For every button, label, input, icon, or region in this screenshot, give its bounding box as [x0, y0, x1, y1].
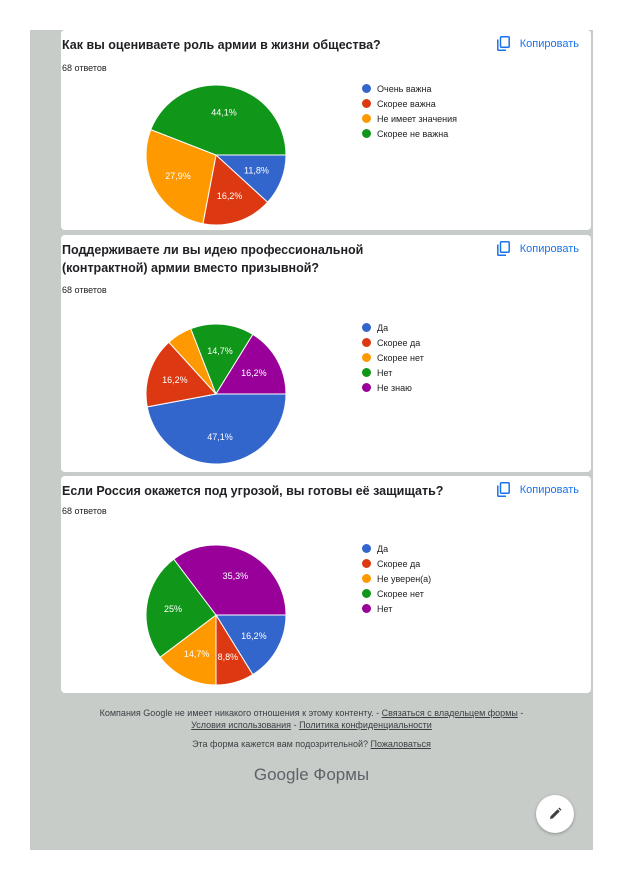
slice-label: 35,3%	[222, 571, 249, 582]
slice-label: 16,2%	[162, 375, 188, 386]
legend-swatch	[362, 84, 371, 93]
legend-item	[362, 365, 424, 380]
pie-slice	[147, 394, 286, 464]
disclaimer-text: Компания Google не имеет никакого отношения к этому контенту. -	[99, 708, 382, 718]
separator: -	[291, 720, 300, 730]
legend-item	[362, 126, 457, 141]
copy-button[interactable]	[497, 36, 579, 51]
contact-owner-link[interactable]: Связаться с владельцем формы	[381, 708, 518, 718]
legend-label: Скорее да	[377, 337, 421, 348]
legend-label: Очень важна	[377, 83, 432, 94]
slice-label: 27,9%	[165, 171, 191, 182]
question-card-2	[61, 235, 591, 472]
legend-item	[362, 350, 424, 365]
legend-item	[362, 586, 431, 601]
legend-item	[362, 320, 424, 335]
chart-legend	[362, 541, 431, 616]
pie-chart	[141, 319, 291, 469]
footer-disclaimer	[30, 707, 593, 731]
legend-swatch	[362, 574, 371, 583]
question-title: Поддерживаете ли вы идею профессиональной (контрактной) армии вместо призывной?	[62, 243, 364, 275]
legend-label: Нет	[377, 603, 393, 614]
legend-swatch	[362, 604, 371, 613]
question-title: Как вы оцениваете роль армии в жизни общества?	[62, 38, 381, 52]
footer-report	[30, 738, 593, 750]
legend-label: Скорее не важна	[377, 128, 449, 139]
legend-label: Скорее нет	[377, 352, 424, 363]
slice-label: 11,8%	[244, 165, 269, 176]
slice-label: 8,8%	[217, 651, 239, 662]
legend-swatch	[362, 544, 371, 553]
legend-item	[362, 556, 431, 571]
slice-label: 14,7%	[183, 648, 210, 659]
legend-item	[362, 111, 457, 126]
legend-item	[362, 335, 424, 350]
legend-label: Да	[377, 543, 389, 554]
slice-label: 16,2%	[241, 367, 267, 378]
legend-label: Не имеет значения	[377, 113, 458, 124]
legend-item	[362, 571, 431, 586]
copy-icon	[497, 36, 510, 51]
copy-button[interactable]	[497, 482, 579, 497]
privacy-link[interactable]: Политика конфиденциальности	[299, 720, 432, 730]
pencil-icon	[548, 807, 562, 821]
legend-swatch	[362, 383, 371, 392]
legend-item	[362, 541, 431, 556]
google-forms-logo[interactable]: Google Формы	[253, 765, 370, 784]
separator: -	[517, 708, 524, 718]
copy-label: Копировать	[519, 37, 579, 50]
legend-label: Не уверен(а)	[377, 573, 432, 584]
chart-legend	[362, 81, 457, 141]
report-link[interactable]: Пожаловаться	[370, 739, 431, 749]
legend-label: Нет	[377, 367, 393, 378]
suspicious-text: Эта форма кажется вам подозрительной?	[192, 739, 371, 749]
legend-label: Скорее важна	[377, 98, 436, 109]
legend-item	[362, 601, 431, 616]
response-count: 68 ответов	[62, 63, 107, 73]
legend-swatch	[362, 368, 371, 377]
chart-legend	[362, 320, 424, 395]
legend-swatch	[362, 114, 371, 123]
edit-button[interactable]	[536, 795, 574, 833]
legend-swatch	[362, 589, 371, 598]
legend-swatch	[362, 338, 371, 347]
legend-label: Скорее нет	[377, 588, 424, 599]
slice-label: 14,7%	[207, 345, 233, 356]
copy-icon	[497, 482, 510, 497]
legend-label: Да	[377, 322, 389, 333]
response-count: 68 ответов	[62, 506, 107, 516]
legend-label: Скорее да	[377, 558, 421, 569]
terms-link[interactable]: Условия использования	[191, 720, 292, 730]
slice-label: 25%	[164, 604, 183, 615]
form-background	[30, 30, 593, 850]
slice-label: 16,2%	[216, 191, 243, 202]
copy-label: Копировать	[519, 483, 579, 496]
pie-chart	[141, 80, 291, 230]
legend-swatch	[362, 353, 371, 362]
copy-label: Копировать	[519, 242, 579, 255]
legend-swatch	[362, 99, 371, 108]
legend-item	[362, 81, 457, 96]
legend-item	[362, 96, 457, 111]
question-title: Если Россия окажется под угрозой, вы готовы её защищать?	[62, 484, 444, 498]
question-card-1	[61, 30, 591, 230]
slice-label: 16,2%	[241, 631, 267, 642]
question-card-3	[61, 476, 591, 693]
legend-label: Не знаю	[377, 382, 412, 393]
copy-icon	[497, 241, 510, 256]
legend-swatch	[362, 323, 371, 332]
legend-swatch	[362, 559, 371, 568]
slice-label: 47,1%	[207, 432, 233, 443]
copy-button[interactable]	[497, 241, 579, 256]
pie-chart	[141, 540, 291, 690]
legend-swatch	[362, 129, 371, 138]
slice-label: 44,1%	[211, 107, 237, 118]
response-count: 68 ответов	[62, 285, 107, 295]
legend-item	[362, 380, 424, 395]
